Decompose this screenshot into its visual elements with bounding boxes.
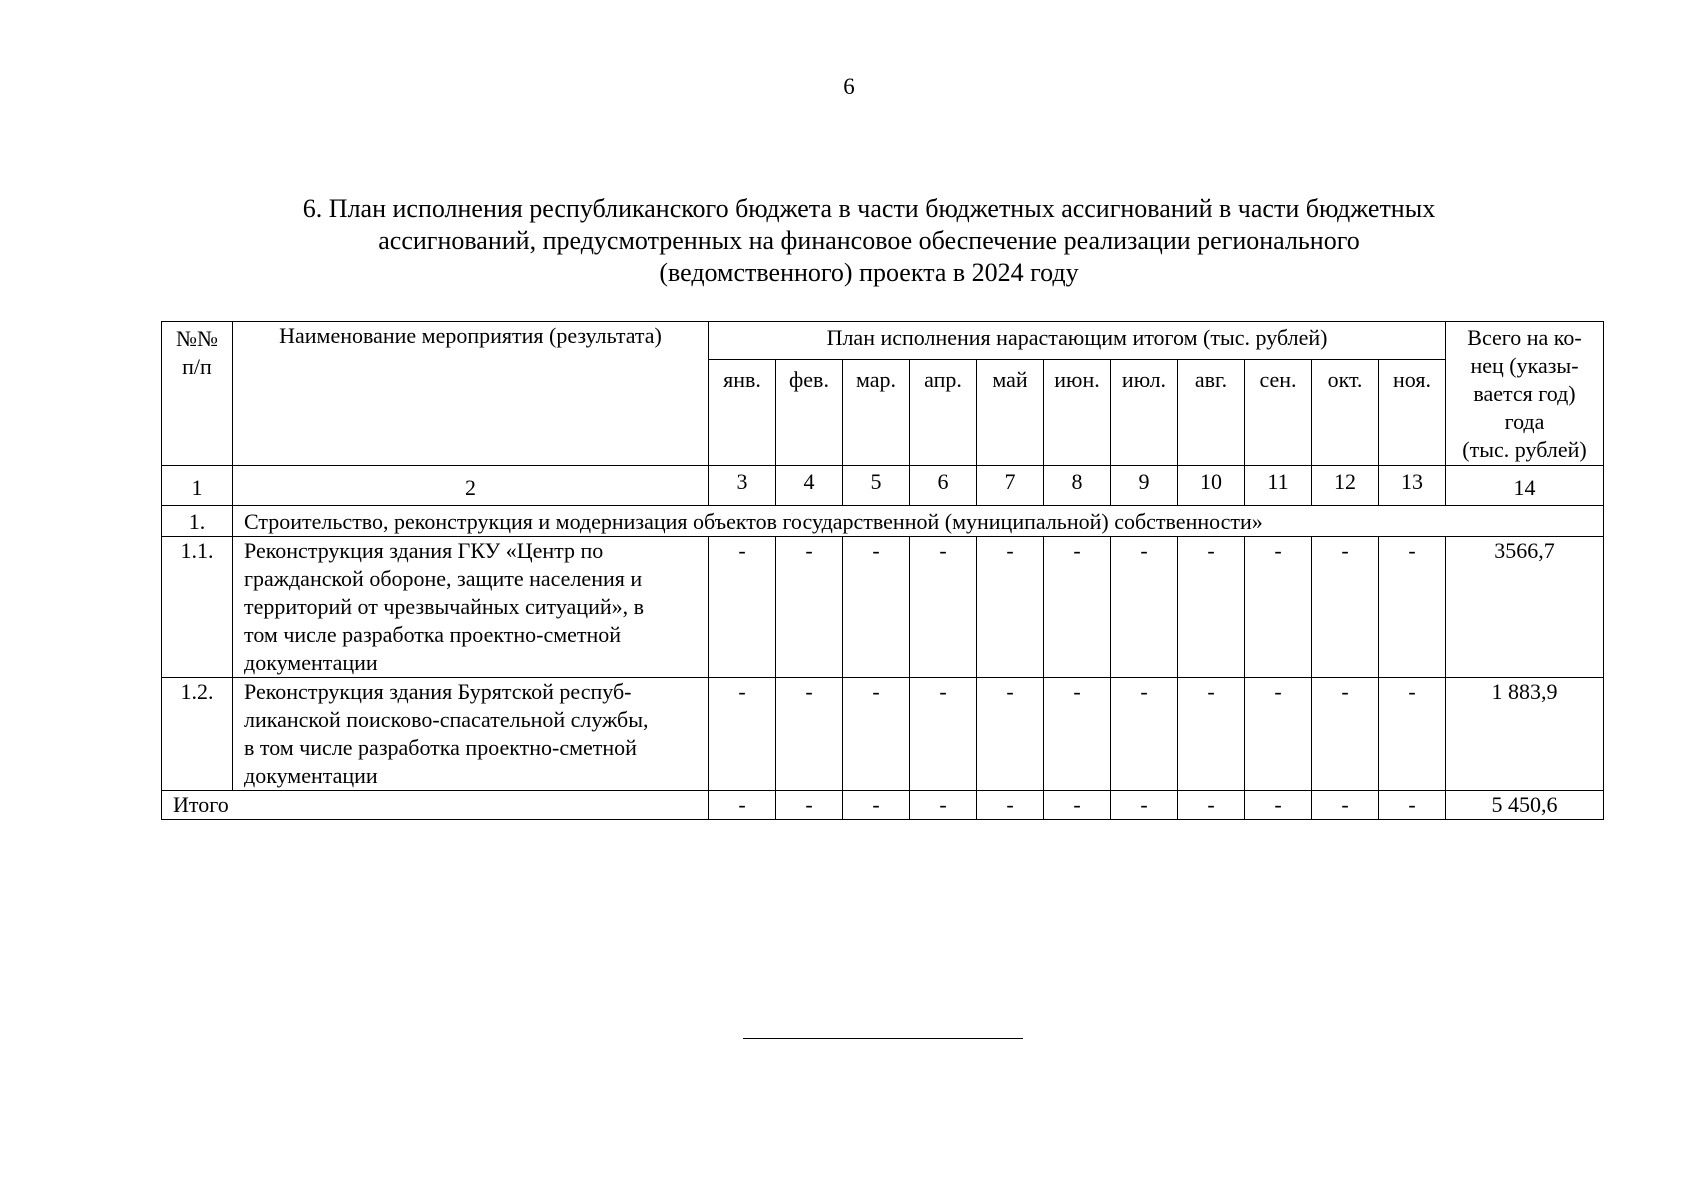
header-total-line: вается год)	[1473, 381, 1576, 406]
row-name-line: том числе разработка проектно-сметной	[244, 622, 622, 647]
header-month-jun: июн.	[1044, 360, 1111, 466]
header-month-nov: ноя.	[1379, 360, 1446, 466]
header-name-cell	[233, 322, 709, 466]
row-month-value: -	[776, 678, 843, 791]
page-number: 6	[843, 74, 855, 99]
row-month-value: -	[709, 537, 776, 678]
header-month-jan: янв.	[709, 360, 776, 466]
title-line: 6. План исполнения республиканского бюджета в части бюджетных ассигнований в части бюджетных	[302, 194, 1436, 223]
header-month-oct: окт.	[1312, 360, 1379, 466]
row-name	[233, 537, 709, 678]
row-month-value: -	[1312, 537, 1379, 678]
total-month-value: -	[1111, 791, 1178, 820]
row-name-line: территорий от чрезвычайных ситуаций», в	[244, 594, 645, 619]
row-month-value: -	[1245, 537, 1312, 678]
table-row	[162, 537, 1604, 678]
header-plan-group-label: План исполнения нарастающим итогом (тыс. рублей)	[826, 325, 1328, 350]
row-total: 3566,7	[1446, 537, 1604, 678]
document-title	[240, 193, 1498, 289]
column-index-cell: 3	[709, 466, 776, 506]
total-month-value: -	[1379, 791, 1446, 820]
column-index-cell: 7	[977, 466, 1044, 506]
grand-total: 5 450,6	[1446, 791, 1604, 820]
row-month-value: -	[1044, 537, 1111, 678]
column-index-cell: 9	[1111, 466, 1178, 506]
row-month-value: -	[910, 537, 977, 678]
row-month-value: -	[1379, 537, 1446, 678]
row-month-value: -	[1044, 678, 1111, 791]
total-month-value: -	[910, 791, 977, 820]
total-month-value: -	[709, 791, 776, 820]
header-month-aug: авг.	[1178, 360, 1245, 466]
row-name	[233, 678, 709, 791]
header-month-feb: фев.	[776, 360, 843, 466]
column-index-row	[162, 466, 1604, 506]
total-month-value: -	[1312, 791, 1379, 820]
row-month-value: -	[776, 537, 843, 678]
row-name-line: документации	[244, 650, 378, 675]
total-month-value: -	[1178, 791, 1245, 820]
row-name-line: документации	[244, 763, 378, 788]
header-number-cell	[162, 322, 233, 466]
row-month-value: -	[977, 537, 1044, 678]
section-number: 1.	[162, 506, 233, 537]
column-index-cell: 10	[1178, 466, 1245, 506]
row-month-value: -	[1111, 678, 1178, 791]
row-name-line: гражданской обороне, защите населения и	[244, 566, 643, 591]
header-total-cell	[1446, 322, 1604, 466]
table-row	[162, 678, 1604, 791]
section-row	[162, 506, 1604, 537]
row-month-value: -	[843, 537, 910, 678]
header-number-label: №№	[176, 326, 218, 351]
budget-plan-table	[161, 321, 1604, 820]
total-month-value: -	[1245, 791, 1312, 820]
row-name-line: в том числе разработка проектно-сметной	[244, 735, 637, 760]
row-name-line: Реконструкция здания ГКУ «Центр по	[244, 538, 604, 563]
row-month-value: -	[1312, 678, 1379, 791]
header-name-label: Наименование мероприятия (результата)	[279, 323, 662, 348]
row-month-value: -	[1379, 678, 1446, 791]
header-month-sep: сен.	[1245, 360, 1312, 466]
row-month-value: -	[1178, 678, 1245, 791]
header-total-line: года	[1504, 409, 1545, 434]
column-index-cell: 5	[843, 466, 910, 506]
row-number: 1.2.	[162, 678, 233, 791]
title-line: (ведомственного) проекта в 2024 году	[659, 258, 1079, 287]
column-index-cell: 2	[233, 466, 709, 506]
row-month-value: -	[1245, 678, 1312, 791]
row-month-value: -	[843, 678, 910, 791]
header-row	[162, 322, 1604, 360]
total-month-value: -	[1044, 791, 1111, 820]
header-month-may: май	[977, 360, 1044, 466]
header-month-jul: июл.	[1111, 360, 1178, 466]
total-row	[162, 791, 1604, 820]
header-month-apr: апр.	[910, 360, 977, 466]
title-line: ассигнований, предусмотренных на финансовое обеспечение реализации регионального	[378, 226, 1360, 255]
row-month-value: -	[977, 678, 1044, 791]
row-month-value: -	[1111, 537, 1178, 678]
column-index-cell: 6	[910, 466, 977, 506]
column-index-cell: 13	[1379, 466, 1446, 506]
row-number: 1.1.	[162, 537, 233, 678]
header-total-line: (тыс. рублей)	[1462, 437, 1587, 462]
footer-divider	[743, 1038, 1023, 1039]
row-month-value: -	[709, 678, 776, 791]
column-index-cell: 1	[162, 466, 233, 506]
header-number-sublabel: п/п	[182, 354, 212, 379]
header-month-mar: мар.	[843, 360, 910, 466]
total-month-value: -	[776, 791, 843, 820]
column-index-cell: 14	[1446, 466, 1604, 506]
row-total: 1 883,9	[1446, 678, 1604, 791]
header-plan-group	[709, 322, 1446, 360]
column-index-cell: 8	[1044, 466, 1111, 506]
header-total-line: Всего на ко-	[1467, 325, 1582, 350]
column-index-cell: 4	[776, 466, 843, 506]
section-title: Строительство, реконструкция и модернизация объектов государственной (муниципальной) собственности»	[233, 506, 1604, 537]
row-month-value: -	[1178, 537, 1245, 678]
row-month-value: -	[910, 678, 977, 791]
column-index-cell: 12	[1312, 466, 1379, 506]
total-month-value: -	[843, 791, 910, 820]
total-month-value: -	[977, 791, 1044, 820]
header-total-line: нец (указы-	[1470, 353, 1579, 378]
column-index-cell: 11	[1245, 466, 1312, 506]
row-name-line: Реконструкция здания Бурятской респуб-	[244, 679, 632, 704]
row-name-line: ликанской поисково-спасательной службы,	[244, 707, 649, 732]
total-label: Итого	[162, 791, 709, 820]
